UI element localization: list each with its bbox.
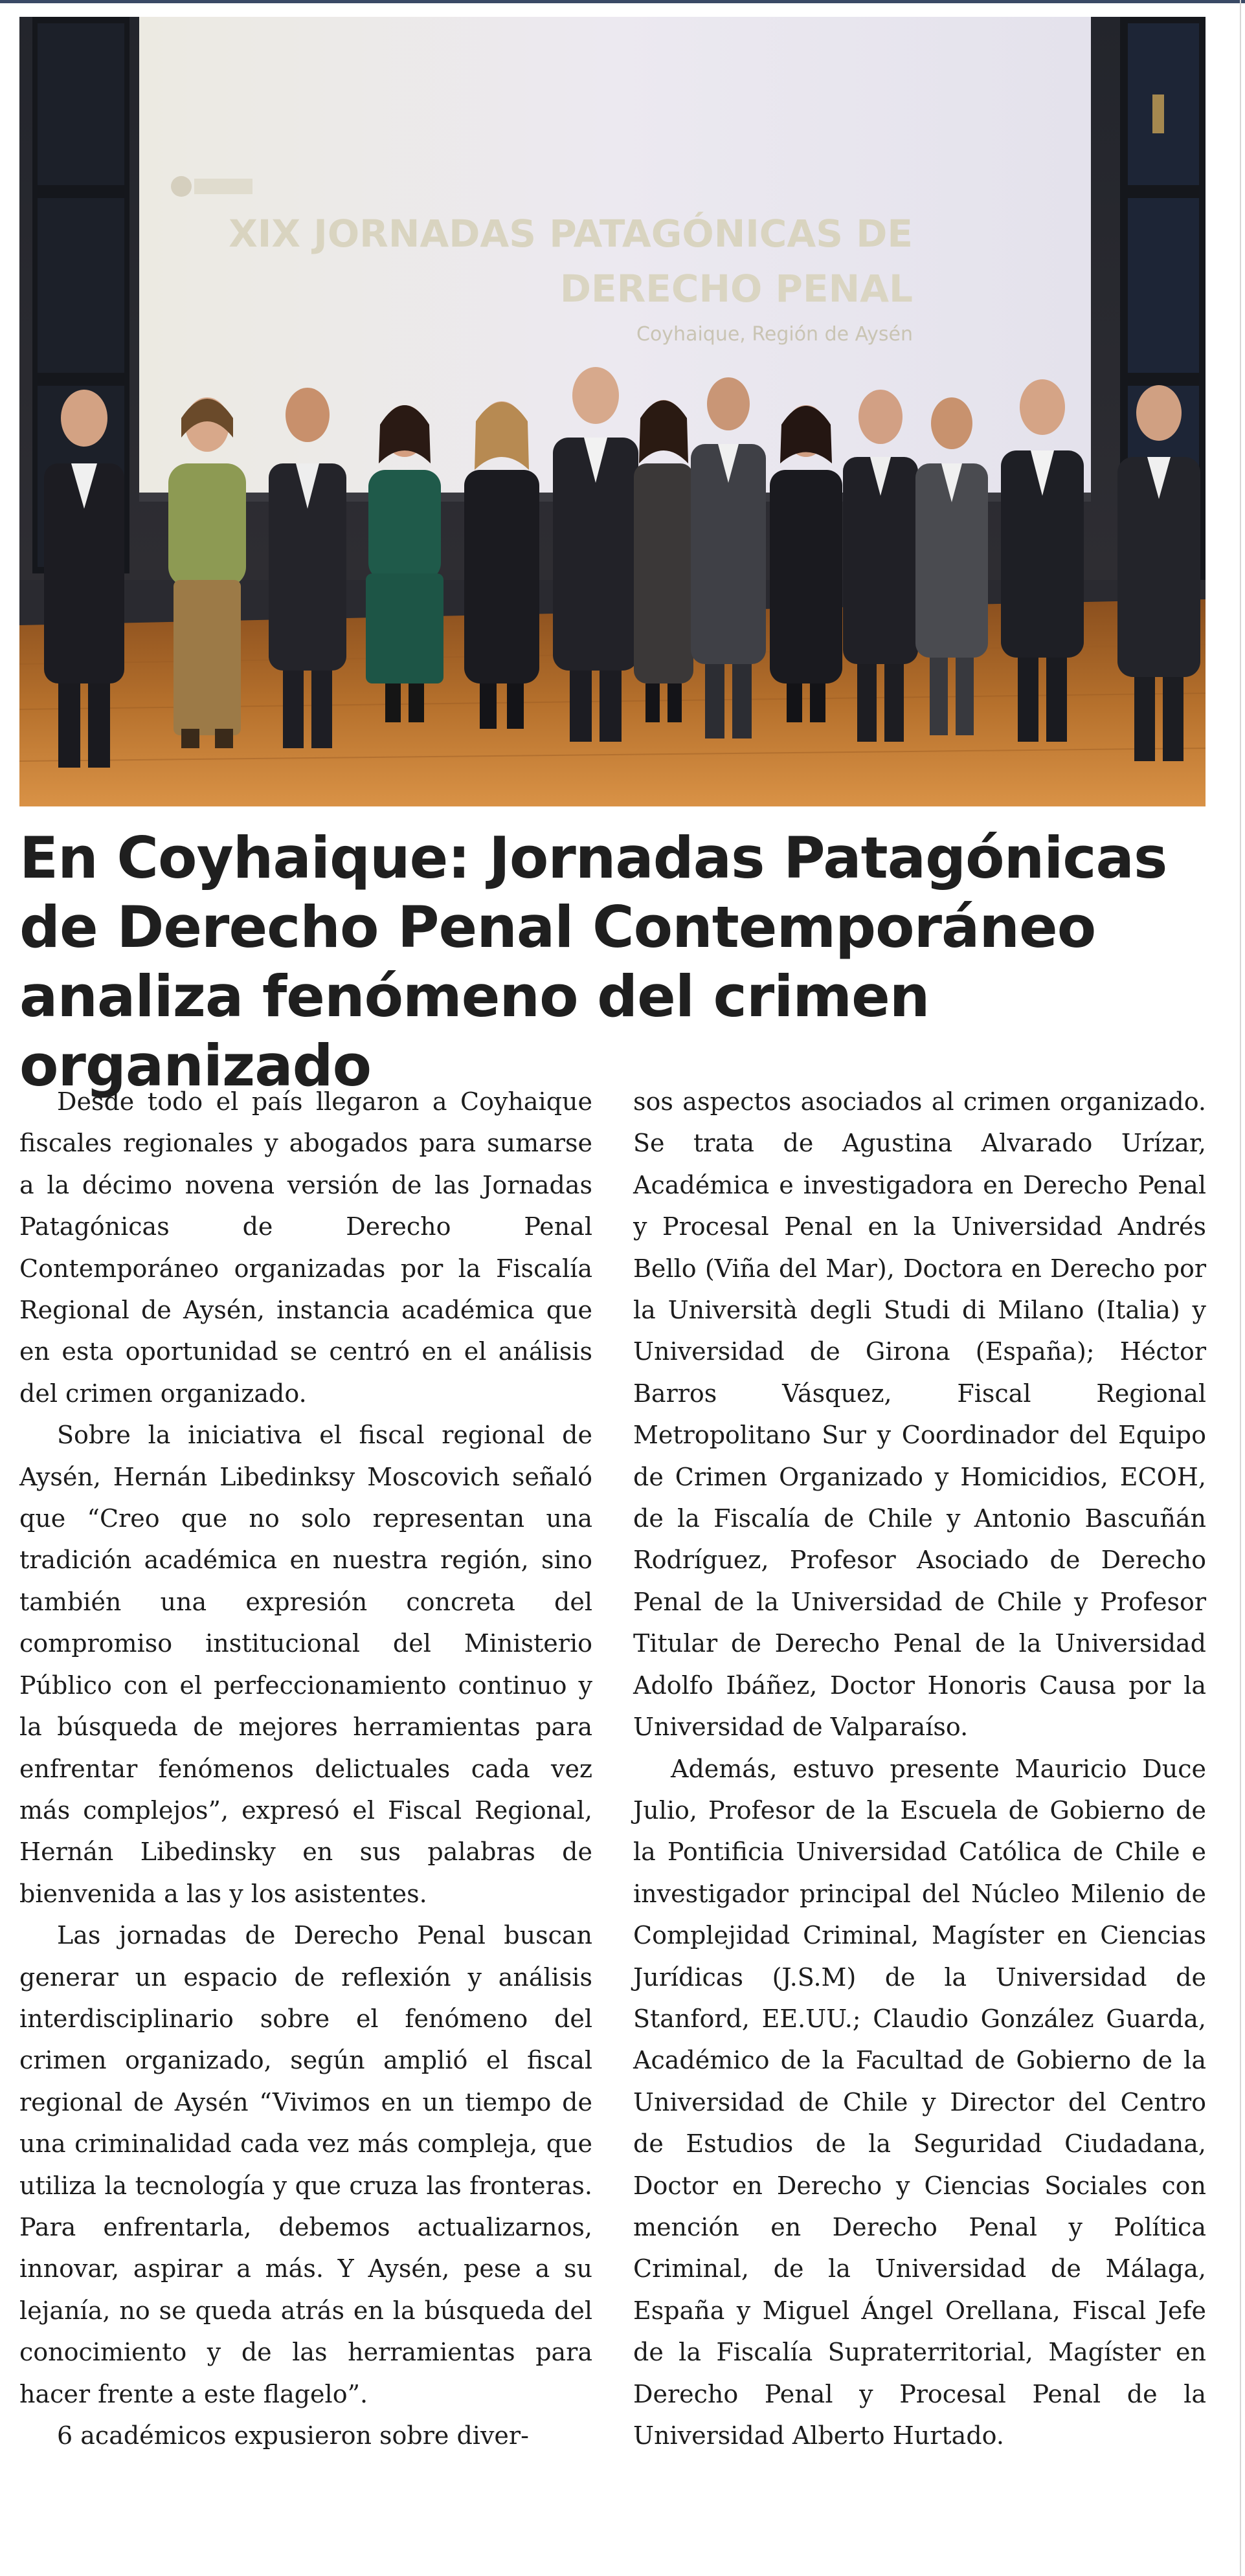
article-column-right: [633, 1081, 1206, 2456]
article-paragraph: 6 académicos expusieron sobre diver-: [57, 2421, 529, 2450]
group-photo: [19, 17, 1206, 806]
screen-title-line1: XIX JORNADAS PATAGÓNICAS DE: [229, 212, 913, 256]
article-paragraph: Además, estuvo presente Mauricio Duce Julio, Profesor de la Escuela de Gobierno de la Pontificia Universidad Católica de Chile e investigador principal del Núcleo Milenio de Complejidad Criminal, Magíster en Ciencias Jurídicas (J.S.M) de la Universidad de Stanford, EE.UU.; Claudio González Guarda, Académico de la Facultad de Gobierno de la Universidad de Chile y Director del Centro de Estudios de la Seguridad Ciudadana, Doctor en Derecho y Ciencias Sociales con mención en Derecho Penal y Política Criminal, de la Universidad de Málaga, España y Miguel Ángel Orellana, Fiscal Jefe de la Fiscalía Supraterritorial, Magíster en Derecho Penal y Procesal Penal de la Universidad Alberto Hurtado.: [633, 1754, 1206, 2450]
article-headline: En Coyhaique: Jornadas Patagónicas de Derecho Penal Contemporáneo analiza fenómeno del crimen organizado: [19, 825, 1167, 1099]
screen-subtitle: Coyhaique, Región de Aysén: [636, 323, 913, 346]
page-edge-line: [1240, 0, 1241, 2576]
top-rule: [0, 0, 1245, 3]
article-paragraph: Sobre la iniciativa el fiscal regional de Aysén, Hernán Libedinksy Moscovich señaló que “Creo que no solo representan una tradición académica en nuestra región, sino también una expresión concreta del compromiso institucional del Ministerio Público con el perfeccionamiento continuo y la búsqueda de mejores herramientas para enfrentar fenómenos delictuales cada vez más complejos”, expresó el Fiscal Regional, Hernán Libedinsky en sus palabras de bienvenida a las y los asistentes.: [19, 1421, 592, 1908]
article-paragraph: Las jornadas de Derecho Penal buscan generar un espacio de reflexión y análisis interdisciplinario sobre el fenómeno del crimen organizado, según amplió el fiscal regional de Aysén “Vivimos en un tiempo de una criminalidad cada vez más compleja, que utiliza la tecnología y que cruza las fronteras. Para enfrentarla, debemos actualizarnos, innovar, aspirar a más. Y Aysén, pese a su lejanía, no se queda atrás en la búsqueda del conocimiento y de las herramientas para hacer frente a este flagelo”.: [19, 1921, 592, 2408]
article-paragraph-continued: sos aspectos asociados al crimen organizado. Se trata de Agustina Alvarado Urízar, Académica e investigadora en Derecho Penal y Procesal Penal en la Universidad Andrés Bello (Viña del Mar), Doctora en Derecho por la Università degli Studi di Milano (Italia) y Universidad de Girona (España); Héctor Barros Vásquez, Fiscal Regional Metropolitano Sur y Coordinador del Equipo de Crimen Organizado y Homicidios, ECOH, de la Fiscalía de Chile y Antonio Bascuñán Rodríguez, Profesor Asociado de Derecho Penal de la Universidad de Chile y Profesor Titular de Derecho Penal de la Universidad Adolfo Ibáñez, Doctor Honoris Causa por la Universidad de Valparaíso.: [633, 1087, 1206, 1742]
article-paragraph: Desde todo el país llegaron a Coyhaique fiscales regionales y abogados para sumarse a la décimo novena versión de las Jornadas Patagónicas de Derecho Penal Contemporáneo organizadas por la Fiscalía Regional de Aysén, instancia académica que en esta oportunidad se centró en el análisis del crimen organizado.: [19, 1087, 592, 1408]
group-photo-illustration: [19, 17, 1206, 806]
screen-title-line2: DERECHO PENAL: [559, 267, 913, 311]
article-column-left: [19, 1081, 592, 2456]
